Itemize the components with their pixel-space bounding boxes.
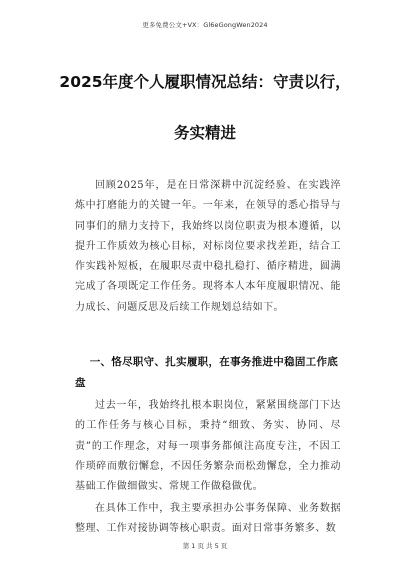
intro-paragraph: 回顾2025年，是在日常深耕中沉淀经验、在实践淬炼中打磨能力的关键一年。一年来，在领导的悉心指导与同事们的鼎力支持下，我始终以岗位职责为根本遵循，以提升工作质效为核心目标，对标岗位要求找差距，结合工作实践补短板，在履职尽责中稳扎稳打、循序精进，圆满完成了各项既定工作任务。现将本人本年度履职情况、能力成长、问题反思及后续工作规划总结如下。 [75,180,341,313]
document-title-line-2: 务实精进 [173,124,236,142]
body-paragraph: 在具体工作中，我主要承担办公事务保障、业务数据整理、工作对接协调等核心职责。面对日常事务繁多、数 [75,503,341,535]
section-heading: 一、恪尽职守、扎实履职，在事务推进中稳固工作底盘 [75,356,339,389]
header-note: 更多免费公文+VX：Gl6eGongWen2024 [142,21,268,29]
document-title-line-1: 2025年度个人履职情况总结：守责以行， [59,73,351,91]
page-number-footer: 第 1 页 共 5 页 [182,542,228,550]
body-paragraph: 过去一年，我始终扎根本职岗位，紧紧围绕部门下达的工作任务与核心目标，秉持“细致、务实、协同、尽责”的工作理念，对每一项事务都倾注高度专注，不因工作琐碎而敷衍懈怠，不因任务繁杂而松劲懈怠，全力推动基础工作做细做实、常规工作做稳做优。 [75,400,341,493]
